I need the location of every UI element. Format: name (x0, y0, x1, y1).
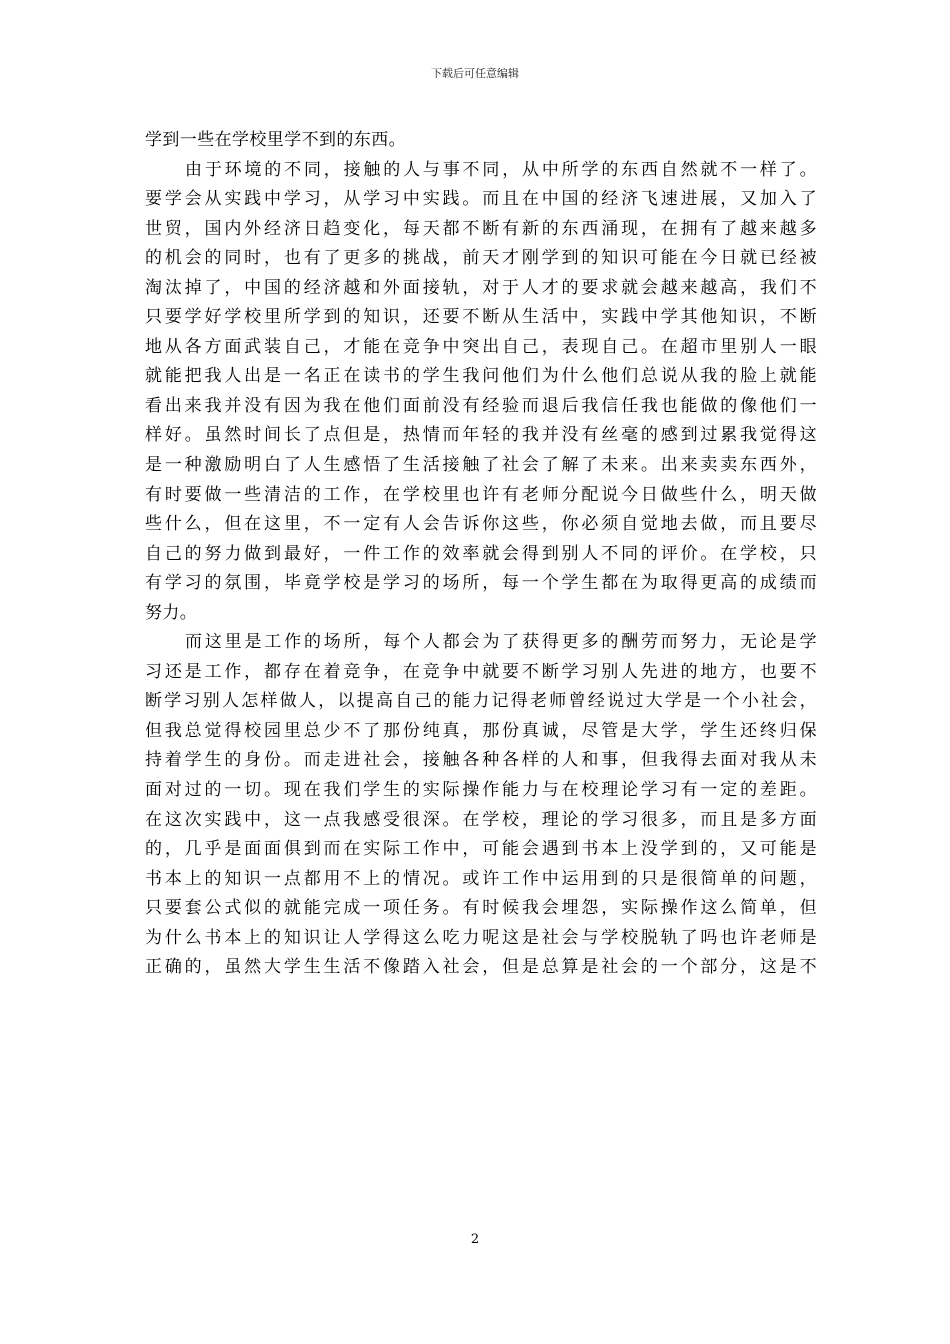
text-line: 的机会的同时，也有了更多的挑战，前天才刚学到的知识可能在今日就已经被 (145, 248, 817, 269)
text-line: 只要学好学校里所学到的知识，还要不断从生活中，实践中学其他知识，不断 (145, 307, 817, 328)
text-line: 只要套公式似的就能完成一项任务。有时候我会埋怨，实际操作这么简单，但 (145, 898, 817, 919)
text-line: 的，几乎是面面俱到而在实际工作中，可能会遇到书本上没学到的，又可能是 (145, 839, 817, 860)
text-line: 努力。 (145, 602, 198, 623)
text-line: 断学习别人怎样做人，以提高自己的能力记得老师曾经说过大学是一个小社会， (145, 691, 817, 712)
text-line: 淘汰掉了，中国的经济越和外面接轨，对于人才的要求就会越来越高，我们不 (145, 277, 817, 298)
text-line: 书本上的知识一点都用不上的情况。或许工作中运用到的只是很简单的问题， (145, 868, 817, 889)
text-line: 面对过的一切。现在我们学生的实际操作能力与在校理论学习有一定的差距。 (145, 780, 817, 801)
text-line: 持着学生的身份。而走进社会，接触各种各样的人和事，但我得去面对我从未 (145, 750, 817, 771)
page-number: 2 (470, 1232, 480, 1247)
text-line: 但我总觉得校园里总少不了那份纯真，那份真诚，尽管是大学，学生还终归保 (145, 720, 817, 741)
text-line: 地从各方面武装自己，才能在竞争中突出自己，表现自己。在超市里别人一眼 (145, 336, 817, 357)
text-line: 正确的，虽然大学生生活不像踏入社会，但是总算是社会的一个部分，这是不 (145, 957, 817, 978)
text-line: 有时要做一些清洁的工作，在学校里也许有老师分配说今日做些什么，明天做 (145, 484, 817, 505)
text-line: 看出来我并没有因为我在他们面前没有经验而退后我信任我也能做的像他们一 (145, 395, 817, 416)
text-line: 是一种激励明白了人生感悟了生活接触了社会了解了未来。出来卖卖东西外， (145, 455, 817, 476)
text-line: 由于环境的不同，接触的人与事不同，从中所学的东西自然就不一样了。 (185, 159, 817, 180)
text-line: 在这次实践中，这一点我感受很深。在学校，理论的学习很多，而且是多方面 (145, 809, 817, 830)
text-line: 世贸，国内外经济日趋变化，每天都不断有新的东西涌现，在拥有了越来越多 (145, 218, 817, 239)
text-line: 自己的努力做到最好，一件工作的效率就会得到别人不同的评价。在学校，只 (145, 543, 817, 564)
text-line: 就能把我人出是一名正在读书的学生我问他们为什么他们总说从我的脸上就能 (145, 366, 817, 387)
text-line: 样好。虽然时间长了点但是，热情而年轻的我并没有丝毫的感到过累我觉得这 (145, 425, 817, 446)
text-line: 习还是工作，都存在着竞争，在竞争中就要不断学习别人先进的地方，也要不 (145, 661, 817, 682)
text-line: 有学习的氛围，毕竟学校是学习的场所，每一个学生都在为取得更高的成绩而 (145, 573, 817, 594)
text-line: 为什么书本上的知识让人学得这么吃力呢这是社会与学校脱轨了吗也许老师是 (145, 927, 817, 948)
text-line: 学到一些在学校里学不到的东西。 (145, 130, 406, 150)
text-line: 要学会从实践中学习，从学习中实践。而且在中国的经济飞速进展，又加入了 (145, 189, 817, 210)
text-line: 而这里是工作的场所，每个人都会为了获得更多的酬劳而努力，无论是学 (185, 632, 817, 653)
page-header: 下载后可任意编辑 (431, 67, 519, 80)
document-body (145, 126, 817, 983)
text-line: 些什么，但在这里，不一定有人会告诉你这些，你必须自觉地去做，而且要尽 (145, 514, 817, 535)
